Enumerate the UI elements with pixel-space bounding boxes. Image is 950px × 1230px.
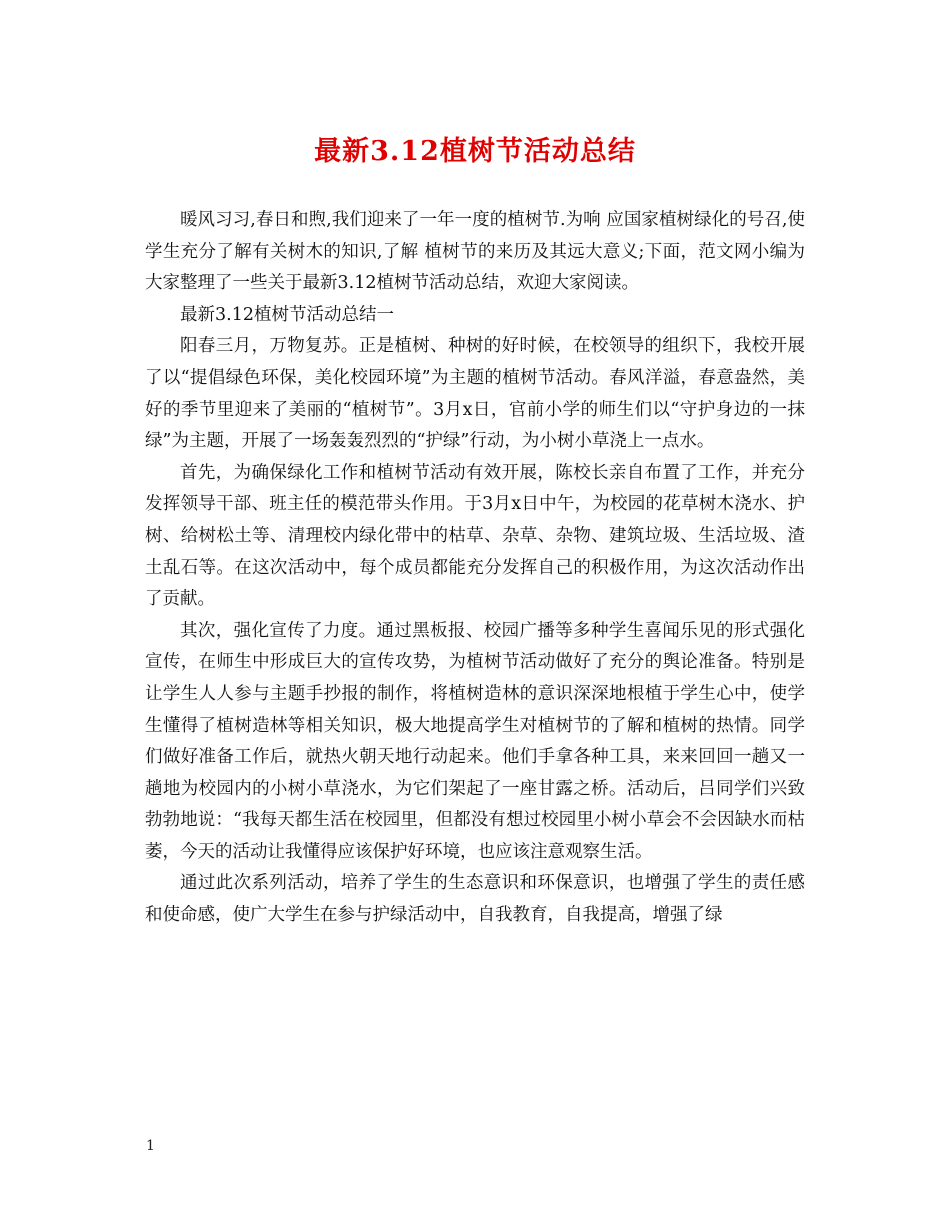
body-paragraph: 阳春三月，万物复苏。正是植树、种树的好时候，在校领导的组织下，我校开展了以“提倡绿色环保，美化校园环境”为主题的植树节活动。春风洋溢，春意盎然，美好的季节里迎来了美丽的“植树节”。3月x日，官前小学的师生们以“守护身边的一抹绿”为主题，开展了一场轰轰烈烈的“护绿”行动，为小树小草浇上一点水。 xyxy=(145,336,805,452)
intro-paragraph: 暖风习习,春日和煦,我们迎来了一年一度的植树节.为响 应国家植树绿化的号召,使学生充分了解有关树木的知识,了解 植树节的来历及其远大意义;下面，范文网小编为大家整理了一些关于最新3.12植树节活动总结，欢迎大家阅读。 xyxy=(145,210,805,294)
body-paragraph: 通过此次系列活动，培养了学生的生态意识和环保意识，也增强了学生的责任感和使命感，使广大学生在参与护绿活动中，自我教育，自我提高，增强了绿 xyxy=(145,873,805,926)
body-paragraph: 首先，为确保绿化工作和植树节活动有效开展，陈校长亲自布置了工作，并充分发挥领导干部、班主任的模范带头作用。于3月x日中午，为校园的花草树木浇水、护树、给树松土等、清理校内绿化带中的枯草、杂草、杂物、建筑垃圾、生活垃圾、渣土乱石等。在这次活动中，每个成员都能充分发挥自己的积极作用，为这次活动作出了贡献。 xyxy=(145,462,805,610)
page-number: 1 xyxy=(146,1138,155,1154)
document-body xyxy=(145,205,805,932)
section-heading: 最新3.12植树节活动总结一 xyxy=(180,304,394,325)
document-title: 最新3.12植树节活动总结 xyxy=(314,136,636,167)
body-paragraph: 其次，强化宣传了力度。通过黑板报、校园广播等多种学生喜闻乐见的形式强化宣传，在师生中形成巨大的宣传攻势，为植树节活动做好了充分的舆论准备。特别是让学生人人参与主题手抄报的制作，将植树造林的意识深深地根植于学生心中，使学生懂得了植树造林等相关知识，极大地提高学生对植树节的了解和植树的热情。同学们做好准备工作后，就热火朝天地行动起来。他们手拿各种工具，来来回回一趟又一趟地为校园内的小树小草浇水，为它们架起了一座甘露之桥。活动后，吕同学们兴致勃勃地说：“我每天都生活在校园里，但都没有想过校园里小树小草会不会因缺水而枯萎，今天的活动让我懂得应该保护好环境，也应该注意观察生活。 xyxy=(145,620,805,862)
